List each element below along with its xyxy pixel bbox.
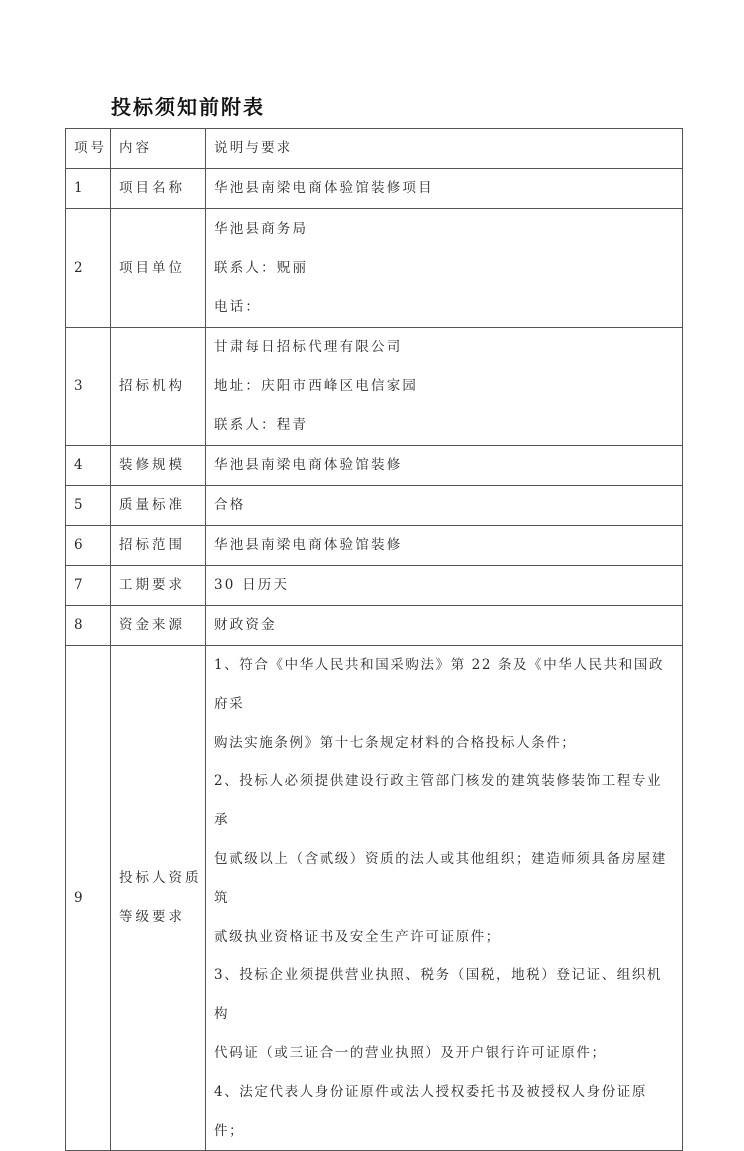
row-description-line: 华池县南梁电商体验馆装修项目 [214,180,434,196]
header-index-text: 项号 [74,140,107,156]
row-index: 7 [66,566,111,606]
row-label-text: 招标机构 [119,378,185,394]
row-label-text: 项目名称 [119,180,185,196]
row-label [111,486,206,526]
table-row [66,606,683,646]
header-description-text: 说明与要求 [214,140,293,156]
row-label [111,526,206,566]
row-label-text: 招标范围 [119,537,185,553]
row-label-text: 工期要求 [119,577,185,593]
row-index: 1 [66,169,111,209]
row-label [111,209,206,328]
row-label [111,328,206,446]
header-index [66,129,111,169]
requirement-line: 包贰级以上（含贰级）资质的法人或其他组织；建造师须具备房屋建筑 [214,850,667,906]
row-description [206,486,683,526]
row-label [111,566,206,606]
row-description-line: 甘肃每日招标代理有限公司 [214,339,403,355]
row-index: 8 [66,606,111,646]
row-index: 6 [66,526,111,566]
row-description [206,606,683,646]
header-content-text: 内容 [119,140,152,156]
row-description [206,646,683,1151]
row-index: 4 [66,446,111,486]
row-label-text: 项目单位 [119,259,185,276]
header-content [111,129,206,169]
row-label-text: 装修规模 [119,457,185,473]
row-description [206,209,683,328]
table-row [66,446,683,486]
table-row [66,646,683,1151]
row-description [206,526,683,566]
row-label [111,646,206,1151]
row-description-line: 合格 [214,497,246,513]
row-description-line: 电话： [214,298,262,315]
row-description-line: 地址：庆阳市西峰区电信家园 [214,378,419,394]
header-description [206,129,683,169]
tender-notice-table [65,128,683,1151]
row-index: 3 [66,328,111,446]
row-label-text: 质量标准 [119,497,185,513]
row-label [111,169,206,209]
document-title: 投标须知前附表 [111,95,265,119]
requirement-line: 购法实施条例》第十七条规定材料的合格投标人条件； [214,734,577,751]
requirement-line: 4、法定代表人身份证原件或法人授权委托书及被授权人身份证原件； [214,1083,647,1139]
row-index: 9 [66,646,111,1151]
table-row [66,566,683,606]
requirement-line: 贰级执业资格证书及安全生产许可证原件； [214,928,501,945]
row-label-text: 投标人资质 [119,870,202,887]
row-description-line: 华池县南梁电商体验馆装修 [214,457,403,473]
requirement-line: 1、符合《中华人民共和国采购法》第 22 条及《中华人民共和国政府采 [214,657,665,712]
row-index: 5 [66,486,111,526]
row-description [206,446,683,486]
row-description-line: 财政资金 [214,617,277,633]
row-description [206,566,683,606]
table-row [66,169,683,209]
requirement-line: 代码证（或三证合一的营业执照）及开户银行许可证原件； [214,1044,607,1061]
row-description-line: 30 日历天 [214,577,290,593]
row-description [206,328,683,446]
row-label-text: 资金来源 [119,617,185,633]
row-label-text: 等级要求 [119,909,185,926]
table-row [66,209,683,328]
requirement-line: 2、投标人必须提供建设行政主管部门核发的建筑装修装饰工程专业承 [214,773,663,829]
requirement-line: 3、投标企业须提供营业执照、税务（国税，地税）登记证、组织机构 [214,967,663,1023]
table-row [66,486,683,526]
table-header-row [66,129,683,169]
row-description-line: 联系人：程青 [214,417,309,433]
row-description-line: 联系人：贶丽 [214,259,309,276]
table-row [66,328,683,446]
row-description [206,169,683,209]
row-label [111,446,206,486]
row-label [111,606,206,646]
row-index: 2 [66,209,111,328]
table-row [66,526,683,566]
row-description-line: 华池县商务局 [214,220,309,237]
row-description-line: 华池县南梁电商体验馆装修 [214,537,403,553]
